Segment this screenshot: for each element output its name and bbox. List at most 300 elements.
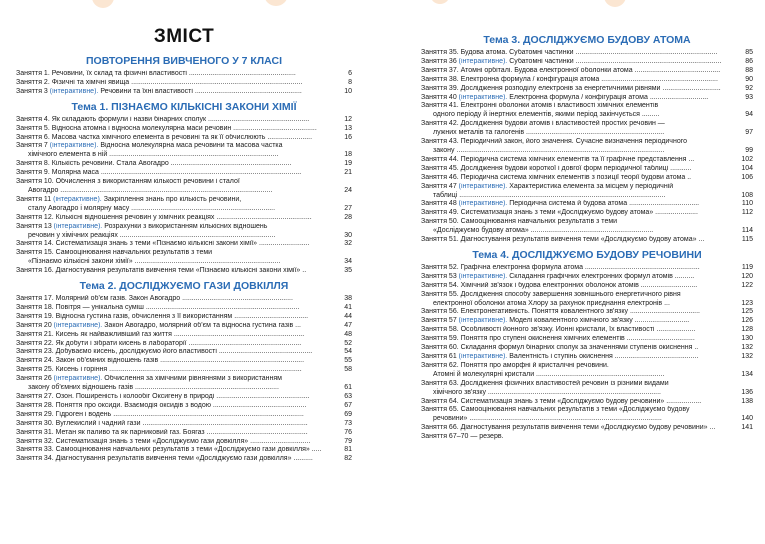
toc-entry[interactable] xyxy=(16,322,352,331)
toc-left-column xyxy=(16,0,352,464)
page-number: 76 xyxy=(344,428,352,436)
page-number: 32 xyxy=(344,240,352,248)
lesson-title: Дослідження розподілу електронів за енергетичними рівнями .............................. xyxy=(460,84,721,92)
toc-entry[interactable] xyxy=(421,94,753,103)
lesson-title-continuation: Атомні й молекулярні кристали .................................................................. xyxy=(433,370,665,378)
page-number: 16 xyxy=(344,133,352,141)
toc-entry[interactable] xyxy=(16,295,352,304)
page-number: 41 xyxy=(344,303,352,311)
lesson-title: Поняття про аморфні й кристалічні речовини. xyxy=(460,361,609,369)
page-number: 108 xyxy=(741,191,753,199)
lesson-title: Відносна густина газів, обчислення з її використанням ...................................... xyxy=(55,312,309,320)
lesson-title: Систематизація знань з теми «Досліджуємо будову речовини» .................. xyxy=(460,397,702,405)
lesson-label: Заняття 65. xyxy=(421,406,459,414)
page-number: 44 xyxy=(344,312,352,320)
lesson-label: Заняття 9. xyxy=(16,169,50,177)
lesson-label: Заняття 13 xyxy=(16,222,52,230)
lesson-label: Заняття 55. xyxy=(421,290,459,298)
lesson-title: Атомні орбіталі. Будова електронної оболонки атома ............................................ xyxy=(460,66,721,74)
lesson-label: Заняття 49. xyxy=(421,209,459,217)
lesson-title: Періодична система хімічних елементів з позиції теорії будови атома .. xyxy=(460,173,692,181)
toc-entry[interactable] xyxy=(421,138,753,156)
lesson-label: Заняття 24. xyxy=(16,357,54,365)
lesson-title: — резерв. xyxy=(470,433,504,441)
lesson-label: Заняття 30. xyxy=(16,419,54,427)
page-number: 130 xyxy=(741,335,753,343)
lesson-label: Заняття 41. xyxy=(421,102,459,110)
lesson-label: Заняття 56. xyxy=(421,308,459,316)
toc-entry[interactable] xyxy=(421,291,753,309)
lesson-title: Закон Авогадро, молярний об'єм та відносна густина газів ... xyxy=(104,321,301,329)
lesson-label: Заняття 28. xyxy=(16,401,54,409)
lesson-label: Заняття 12. xyxy=(16,213,54,221)
section-title: Тема 2. ДОСЛІДЖУЄМО ГАЗИ ДОВКІЛЛЯ xyxy=(79,280,289,293)
lesson-title-continuation: сталу Авогадро і молярну масу .......................................................................... xyxy=(28,204,276,212)
lesson-title: Кількість речовини. Стала Авогадро .............................................................. xyxy=(51,160,292,168)
lesson-label: Заняття 31. xyxy=(16,428,54,436)
page-number: 69 xyxy=(344,410,352,418)
toc-entry[interactable] xyxy=(16,446,352,455)
toc-title: ЗМІСТ xyxy=(153,26,215,47)
lesson-label: Заняття 50. xyxy=(421,218,459,226)
toc-entry[interactable] xyxy=(16,70,352,79)
lesson-title: Особливості йонного зв'язку. Йонні кристали, їх властивості .................... xyxy=(460,326,696,334)
lesson-label: Заняття 8. xyxy=(16,160,50,168)
lesson-label: Заняття 66. xyxy=(421,424,459,432)
lesson-title-continuation: Авогадро ............................................................................................................. xyxy=(28,186,273,194)
lesson-title: Систематизація знань з теми «Досліджуємо будову атома» ...................... xyxy=(460,209,698,217)
interactive-tag: (інтерактивне). xyxy=(49,87,99,95)
lesson-title: Електронна формула / конфігурація атома .............................. xyxy=(509,93,709,101)
page-number: 38 xyxy=(344,295,352,303)
lesson-title: Діагностування результатів вивчення теми «Досліджуємо гази довкілля» .......... xyxy=(55,455,313,463)
page-number: 73 xyxy=(344,419,352,427)
page-number: 112 xyxy=(741,209,753,217)
toc-entry[interactable] xyxy=(421,317,753,326)
lesson-label: Заняття 46. xyxy=(421,173,459,181)
lesson-label: Заняття 29. xyxy=(16,410,54,418)
page-number: 48 xyxy=(344,330,352,338)
page-number: 128 xyxy=(741,326,753,334)
toc-entry[interactable] xyxy=(421,174,753,183)
toc-entry[interactable] xyxy=(421,200,753,209)
lesson-label: Заняття 27. xyxy=(16,393,54,400)
toc-entry[interactable] xyxy=(421,424,753,433)
toc-entry[interactable] xyxy=(16,178,352,196)
interactive-tag: (інтерактивне). xyxy=(458,272,508,280)
lesson-label: Заняття 59. xyxy=(421,335,459,343)
page-number: 34 xyxy=(344,258,352,266)
lesson-label: Заняття 37. xyxy=(421,66,459,74)
lesson-title: Відносна атомна і відносна молекулярна маси речовин ........................................... xyxy=(51,124,317,132)
section-title: Тема 1. ПІЗНАЄМО КІЛЬКІСНІ ЗАКОНИ ХІМІЇ xyxy=(71,100,297,113)
lesson-label: Заняття 38. xyxy=(421,75,459,83)
lesson-title-continuation: таблиці .......................................................................................................... xyxy=(433,191,666,199)
toc-entry[interactable] xyxy=(16,79,352,88)
page-number: 58 xyxy=(344,366,352,374)
toc-entry[interactable] xyxy=(16,196,352,214)
page-number: 94 xyxy=(745,111,753,119)
toc-entry[interactable] xyxy=(16,223,352,241)
toc-entry[interactable] xyxy=(16,420,352,429)
toc-entry[interactable] xyxy=(421,406,753,424)
page-number: 115 xyxy=(741,236,753,244)
lesson-title: Самооцінювання навчальних результатів з теми «Досліджуємо гази довкілля» ..... xyxy=(55,446,322,454)
lesson-title-continuation: закону ........................................................................................................... xyxy=(433,146,665,154)
lesson-title: Гідроген і водень .................................................................................................. xyxy=(55,410,304,418)
lesson-title: Самооцінювання навчальних результатів з теми xyxy=(55,249,213,257)
page-number: 12 xyxy=(344,115,352,123)
lesson-title: Дослідження фізичних властивостей речовин із різними видами xyxy=(460,379,669,387)
lesson-label: Заняття 26 xyxy=(16,375,52,383)
toc-entry[interactable] xyxy=(421,380,753,398)
lesson-label: Заняття 3 xyxy=(16,87,48,95)
lesson-title: Самооцінювання навчальних результатів з теми «Досліджуємо будову xyxy=(460,406,690,414)
lesson-label: Заняття 7 xyxy=(16,142,48,150)
toc-entry[interactable] xyxy=(16,169,352,178)
lesson-title: Метан як паливо та як парниковий газ. Боягаз .................................................... xyxy=(55,428,308,436)
lesson-title: Розрахунки з використанням кількісних відношень xyxy=(104,222,268,230)
lesson-title: Як складають формули і назви бінарних сполук .................................................... xyxy=(51,115,310,123)
lesson-title: Валентність і ступінь окиснення ........................................... xyxy=(509,353,699,360)
section-title: ПОВТОРЕННЯ ВИВЧЕНОГО У 7 КЛАСІ xyxy=(86,55,282,67)
lesson-label: Заняття 33. xyxy=(16,446,54,454)
page-number: 19 xyxy=(344,160,352,168)
page-number: 99 xyxy=(745,146,753,154)
toc-entry[interactable] xyxy=(16,438,352,447)
page-number: 86 xyxy=(745,57,753,65)
page-number: 27 xyxy=(344,204,352,212)
lesson-label: Заняття 21. xyxy=(16,330,54,338)
lesson-label: Заняття 58. xyxy=(421,326,459,334)
lesson-label: Заняття 47 xyxy=(421,182,457,190)
interactive-tag: (інтерактивне). xyxy=(49,142,99,150)
page-number: 10 xyxy=(344,87,352,95)
page-number: 110 xyxy=(741,200,753,208)
lesson-label: Заняття 22. xyxy=(16,339,54,347)
lesson-label: Заняття 48 xyxy=(421,200,457,208)
lesson-label: Заняття 19. xyxy=(16,312,54,320)
lesson-label: Заняття 1. xyxy=(16,70,50,77)
page-number: 18 xyxy=(344,151,352,159)
page-number: 88 xyxy=(745,66,753,74)
lesson-title: Систематизація знань з теми «Досліджуємо гази довкілля» ............................... xyxy=(55,437,311,445)
toc-right-column xyxy=(421,0,753,442)
toc-entry[interactable] xyxy=(16,116,352,125)
section-title: Тема 4. ДОСЛІДЖУЄМО БУДОВУ РЕЧОВИНИ xyxy=(472,248,702,261)
lesson-title-continuation: хімічного зв'язку ......................................................................................... xyxy=(433,388,662,396)
lesson-title-continuation: закону об'ємних відношень газів .......................................................................... xyxy=(28,384,279,392)
page-number: 67 xyxy=(344,401,352,409)
lesson-title: Періодична система й будова атома .................................... xyxy=(509,200,700,208)
page-number: 114 xyxy=(741,227,753,235)
lesson-title: Самооцінювання навчальних результатів з теми xyxy=(460,218,618,226)
page-number: 6 xyxy=(348,70,352,77)
lesson-title: Речовини, їх склад та фізичні властивості ....................................................... xyxy=(51,70,296,77)
lesson-label: Заняття 43. xyxy=(421,138,459,146)
toc-entry[interactable] xyxy=(16,429,352,438)
lesson-label: Заняття 15. xyxy=(16,249,54,257)
interactive-tag: (інтерактивне). xyxy=(458,93,508,101)
toc-entry[interactable] xyxy=(16,240,352,249)
toc-entry[interactable] xyxy=(16,214,352,223)
interactive-tag: (інтерактивне). xyxy=(53,321,103,329)
page-number: 123 xyxy=(741,299,753,307)
toc-entry[interactable] xyxy=(421,165,753,174)
toc-entry[interactable] xyxy=(421,236,753,245)
toc-entry[interactable] xyxy=(16,142,352,160)
interactive-tag: (інтерактивне). xyxy=(458,57,508,65)
lesson-title: Хімічний зв'язок і будова електронних оболонок атомів ............................. xyxy=(460,281,698,289)
page-number: 85 xyxy=(745,49,753,56)
page-number: 138 xyxy=(741,397,753,405)
toc-entry[interactable] xyxy=(16,357,352,366)
page-number: 97 xyxy=(745,129,753,137)
page-number: 52 xyxy=(344,339,352,347)
page-number: 93 xyxy=(745,93,753,101)
toc-entry[interactable] xyxy=(421,218,753,236)
lesson-label: Заняття 57 xyxy=(421,317,457,325)
lesson-title: Фізичні та хімічні явища ........................................................................................ xyxy=(51,78,303,86)
lesson-title: Кисень як найважливіший газ життя ................................................................... xyxy=(55,330,305,338)
toc-entry[interactable] xyxy=(16,331,352,340)
lesson-title: Періодичний закон, його значення. Сучасне визначення періодичного xyxy=(460,138,688,146)
lesson-label: Заняття 10. xyxy=(16,178,54,186)
page-number: 132 xyxy=(741,353,753,360)
lesson-label: Заняття 4. xyxy=(16,115,50,123)
lesson-title: Речовини та їхні властивості ....................................................... xyxy=(100,87,302,95)
page-number: 47 xyxy=(344,321,352,329)
lesson-label: Заняття 20 xyxy=(16,321,52,329)
toc-entry[interactable] xyxy=(16,125,352,134)
lesson-title: Добуваємо кисень, досліджуємо його властивості ................................................ xyxy=(55,348,313,356)
toc-entry[interactable] xyxy=(16,366,352,375)
lesson-title-continuation: «Досліджуємо будову атома» ............................................................... xyxy=(433,227,654,235)
lesson-label: Заняття 5. xyxy=(16,124,50,132)
lesson-title-continuation: лужних металів та галогенів ....................................................................... xyxy=(433,129,665,137)
lesson-title: Відносна молекулярна маса речовини та масова частка xyxy=(100,142,283,150)
lesson-title: Дослідження будови атомів і властивостей простих речовин — xyxy=(460,120,665,128)
lesson-title: Обчислення з використанням кількості речовини і сталої xyxy=(55,178,240,186)
lesson-label: Заняття 45. xyxy=(421,164,459,172)
lesson-title: Будова атома. Субатомні частинки ......................................................................... xyxy=(460,49,718,56)
lesson-label: Заняття 60. xyxy=(421,344,459,352)
lesson-title: Діагностування результатів вивчення теми «Досліджуємо будову атома» ... xyxy=(460,236,705,244)
toc-entry[interactable] xyxy=(16,375,352,393)
lesson-title: Вуглекислий і чадний гази ..................................................................................... xyxy=(55,419,308,427)
toc-entry[interactable] xyxy=(421,209,753,218)
page-number: 132 xyxy=(741,344,753,352)
toc-entry[interactable] xyxy=(421,85,753,94)
page-number: 106 xyxy=(741,173,753,181)
page-number: 81 xyxy=(344,446,352,454)
lesson-title: Закон об'ємних відношень газів .......................................................................... xyxy=(55,357,305,365)
toc-entry[interactable] xyxy=(16,304,352,313)
toc-entry[interactable] xyxy=(16,348,352,357)
lesson-label: Заняття 64. xyxy=(421,397,459,405)
lesson-label: Заняття 36 xyxy=(421,57,457,65)
toc-entry[interactable] xyxy=(421,273,753,282)
page-number: 126 xyxy=(741,317,753,325)
lesson-title: Як добути і зібрати кисень в лабораторії .......................................................... xyxy=(55,339,302,347)
page-number: 13 xyxy=(344,124,352,132)
toc-entry[interactable] xyxy=(421,76,753,85)
page-number: 140 xyxy=(741,415,753,423)
toc-entry[interactable] xyxy=(421,156,753,165)
page-number: 8 xyxy=(348,78,352,86)
toc-entry[interactable] xyxy=(16,267,352,276)
toc-entry[interactable] xyxy=(16,313,352,322)
page-number: 35 xyxy=(344,267,352,275)
lesson-title: Графічна електронна формула атома ........................................................... xyxy=(460,263,700,271)
toc-entry[interactable] xyxy=(16,411,352,420)
lesson-label: Заняття 53 xyxy=(421,272,457,280)
toc-entry[interactable] xyxy=(421,335,753,344)
toc-entry[interactable] xyxy=(421,362,753,380)
page-number: 92 xyxy=(745,84,753,92)
lesson-label: Заняття 44. xyxy=(421,155,459,163)
toc-entry[interactable] xyxy=(16,88,352,97)
lesson-label: Заняття 6. xyxy=(16,133,50,141)
lesson-label: Заняття 52. xyxy=(421,263,459,271)
lesson-title: Складання формул бінарних сполук за значеннями ступенів окиснення .. xyxy=(460,344,699,352)
lesson-title: Моделі ковалентного хімічного зв'язку ............................ xyxy=(509,317,690,325)
page-number: 120 xyxy=(741,272,753,280)
toc-entry[interactable] xyxy=(421,49,753,58)
toc-entry[interactable] xyxy=(421,433,753,442)
lesson-label: Заняття 39. xyxy=(421,84,459,92)
lesson-title: Діагностування результатів вивчення теми «Досліджуємо будову речовини» ... xyxy=(460,424,716,432)
lesson-label: Заняття 23. xyxy=(16,348,54,356)
toc-entry[interactable] xyxy=(16,249,352,267)
lesson-label: Заняття 16. xyxy=(16,267,54,275)
page-number: 119 xyxy=(741,263,753,271)
lesson-label: Заняття 54. xyxy=(421,281,459,289)
page-number: 21 xyxy=(344,169,352,177)
interactive-tag: (інтерактивне). xyxy=(458,182,508,190)
lesson-title: Дослідження способу завершення зовнішнього енергетичного рівня xyxy=(460,290,681,298)
page-number: 90 xyxy=(745,75,753,83)
lesson-title: Масова частка хімічного елемента в речовині та як її обчислюють ....................... xyxy=(51,133,313,141)
lesson-title: Діагностування результатів вивчення теми «Пізнаємо кількісні закони хімії» .. xyxy=(55,267,307,275)
toc-entry[interactable] xyxy=(16,455,352,464)
page-number: 104 xyxy=(741,164,753,172)
lesson-title: Поняття про оксиди. Взаємодія оксидів з водою ................................................ xyxy=(55,401,307,409)
lesson-label: Заняття 62. xyxy=(421,361,459,369)
page-number: 28 xyxy=(344,213,352,221)
lesson-title-continuation: «Пізнаємо кількісні закони хімії» ........................................................................... xyxy=(28,258,281,266)
lesson-label: Заняття 63. xyxy=(421,379,459,387)
lesson-label: Заняття 42. xyxy=(421,120,459,128)
lesson-label: Заняття 51. xyxy=(421,236,459,244)
toc-entry[interactable] xyxy=(421,58,753,67)
lesson-title-continuation: речовини» ................................................................................................... xyxy=(433,415,662,423)
lesson-title-continuation: електронної оболонки атома Хлору за рахунок приєднання електронів ... xyxy=(433,299,670,307)
lesson-label: Заняття 11 xyxy=(16,195,52,203)
lesson-title: Кількісні відношення речовин у хімічних реакціях ................................................. xyxy=(55,213,312,221)
interactive-tag: (інтерактивне). xyxy=(53,195,102,203)
lesson-title-continuation: хімічного елемента в ній ....................................................................................... xyxy=(28,151,279,159)
lesson-label: Заняття 2. xyxy=(16,78,50,86)
toc-entry[interactable] xyxy=(421,308,753,317)
interactive-tag: (інтерактивне). xyxy=(53,375,103,383)
page-number: 82 xyxy=(344,455,352,463)
lesson-title: Кисень і горіння ................................................................................................... xyxy=(55,366,302,374)
lesson-title: Молярна маса ....................................................................................................... xyxy=(51,169,302,177)
page-number: 122 xyxy=(741,281,753,289)
lesson-label: Заняття 17. xyxy=(16,295,54,303)
toc-entry[interactable] xyxy=(16,134,352,143)
page-number: 102 xyxy=(741,155,753,163)
lesson-label: Заняття 67–70 xyxy=(421,433,469,441)
toc-entry[interactable] xyxy=(16,393,352,402)
lesson-label: Заняття 14. xyxy=(16,240,54,248)
toc-entry[interactable] xyxy=(421,398,753,407)
toc-entry[interactable] xyxy=(421,102,753,120)
lesson-title: Субатомні частинки ........................................................................... xyxy=(509,57,722,65)
toc-entry[interactable] xyxy=(421,282,753,291)
lesson-title: Електронні оболонки атомів і властивості хімічних елементів xyxy=(460,102,659,110)
page-number: 79 xyxy=(344,437,352,445)
lesson-title: Складання графічних електронних формул атомів .......... xyxy=(509,272,695,280)
lesson-title: Систематизація знань з теми «Пізнаємо кількісні закони хімії» .......................... xyxy=(55,240,310,248)
lesson-title: Молярний об'єм газів. Закон Авогадро ......................................................... xyxy=(55,295,293,303)
lesson-title: Закріплення знань про кількість речовини, xyxy=(103,195,242,203)
toc-entry[interactable] xyxy=(421,326,753,335)
lesson-label: Заняття 61 xyxy=(421,353,457,360)
toc-entry[interactable] xyxy=(421,183,753,201)
toc-entry[interactable] xyxy=(16,340,352,349)
toc-entry[interactable] xyxy=(421,120,753,138)
page-number: 136 xyxy=(741,388,753,396)
lesson-title: Обчислення за хімічними рівняннями з використанням xyxy=(104,375,282,383)
page-number: 63 xyxy=(344,393,352,400)
section-title: Тема 3. ДОСЛІДЖУЄМО БУДОВУ АТОМА xyxy=(483,34,691,46)
toc-entry[interactable] xyxy=(16,160,352,169)
page-number: 134 xyxy=(741,370,753,378)
lesson-label: Заняття 32. xyxy=(16,437,54,445)
toc-entry[interactable] xyxy=(421,264,753,273)
lesson-title-continuation: одного періоду й інертних елементів, якими період закінчується ......... xyxy=(433,111,660,119)
interactive-tag: (інтерактивне). xyxy=(458,317,508,325)
page-number: 24 xyxy=(344,186,352,194)
lesson-title: Електронна формула / конфігурація атома ............................................................ xyxy=(460,75,718,83)
page-number: 141 xyxy=(741,424,753,432)
lesson-title: Характеристика елемента за місцем у періодичній xyxy=(509,182,674,190)
lesson-title-continuation: речовин у хімічних реакціях ................................................................................ xyxy=(28,231,276,239)
interactive-tag: (інтерактивне). xyxy=(458,200,508,208)
lesson-title: Озон. Поширеність і колообіг Оксигену в природі ................................................ xyxy=(55,393,310,400)
lesson-title: Поняття про ступені окиснення хімічних елементів ................................... xyxy=(460,335,695,343)
page-number: 125 xyxy=(741,308,753,316)
toc-entry[interactable] xyxy=(16,402,352,411)
page-number: 54 xyxy=(344,348,352,356)
toc-entry[interactable] xyxy=(421,67,753,76)
interactive-tag: (інтерактивне). xyxy=(458,353,508,360)
lesson-title: Електронегативність. Поняття ковалентного зв'язку .................................... xyxy=(460,308,700,316)
page-number: 61 xyxy=(344,384,352,392)
lesson-label: Заняття 25. xyxy=(16,366,54,374)
page-number: 30 xyxy=(344,231,352,239)
lesson-label: Заняття 34. xyxy=(16,455,54,463)
lesson-label: Заняття 35. xyxy=(421,49,459,56)
interactive-tag: (інтерактивне). xyxy=(53,222,103,230)
toc-entry[interactable] xyxy=(421,353,753,362)
lesson-title: Періодична система хімічних елементів та її графічне представлення ... xyxy=(460,155,695,163)
lesson-title: Повітря — унікальна суміш ............................................................................... xyxy=(55,303,300,311)
toc-entry[interactable] xyxy=(421,344,753,353)
lesson-label: Заняття 40 xyxy=(421,93,457,101)
